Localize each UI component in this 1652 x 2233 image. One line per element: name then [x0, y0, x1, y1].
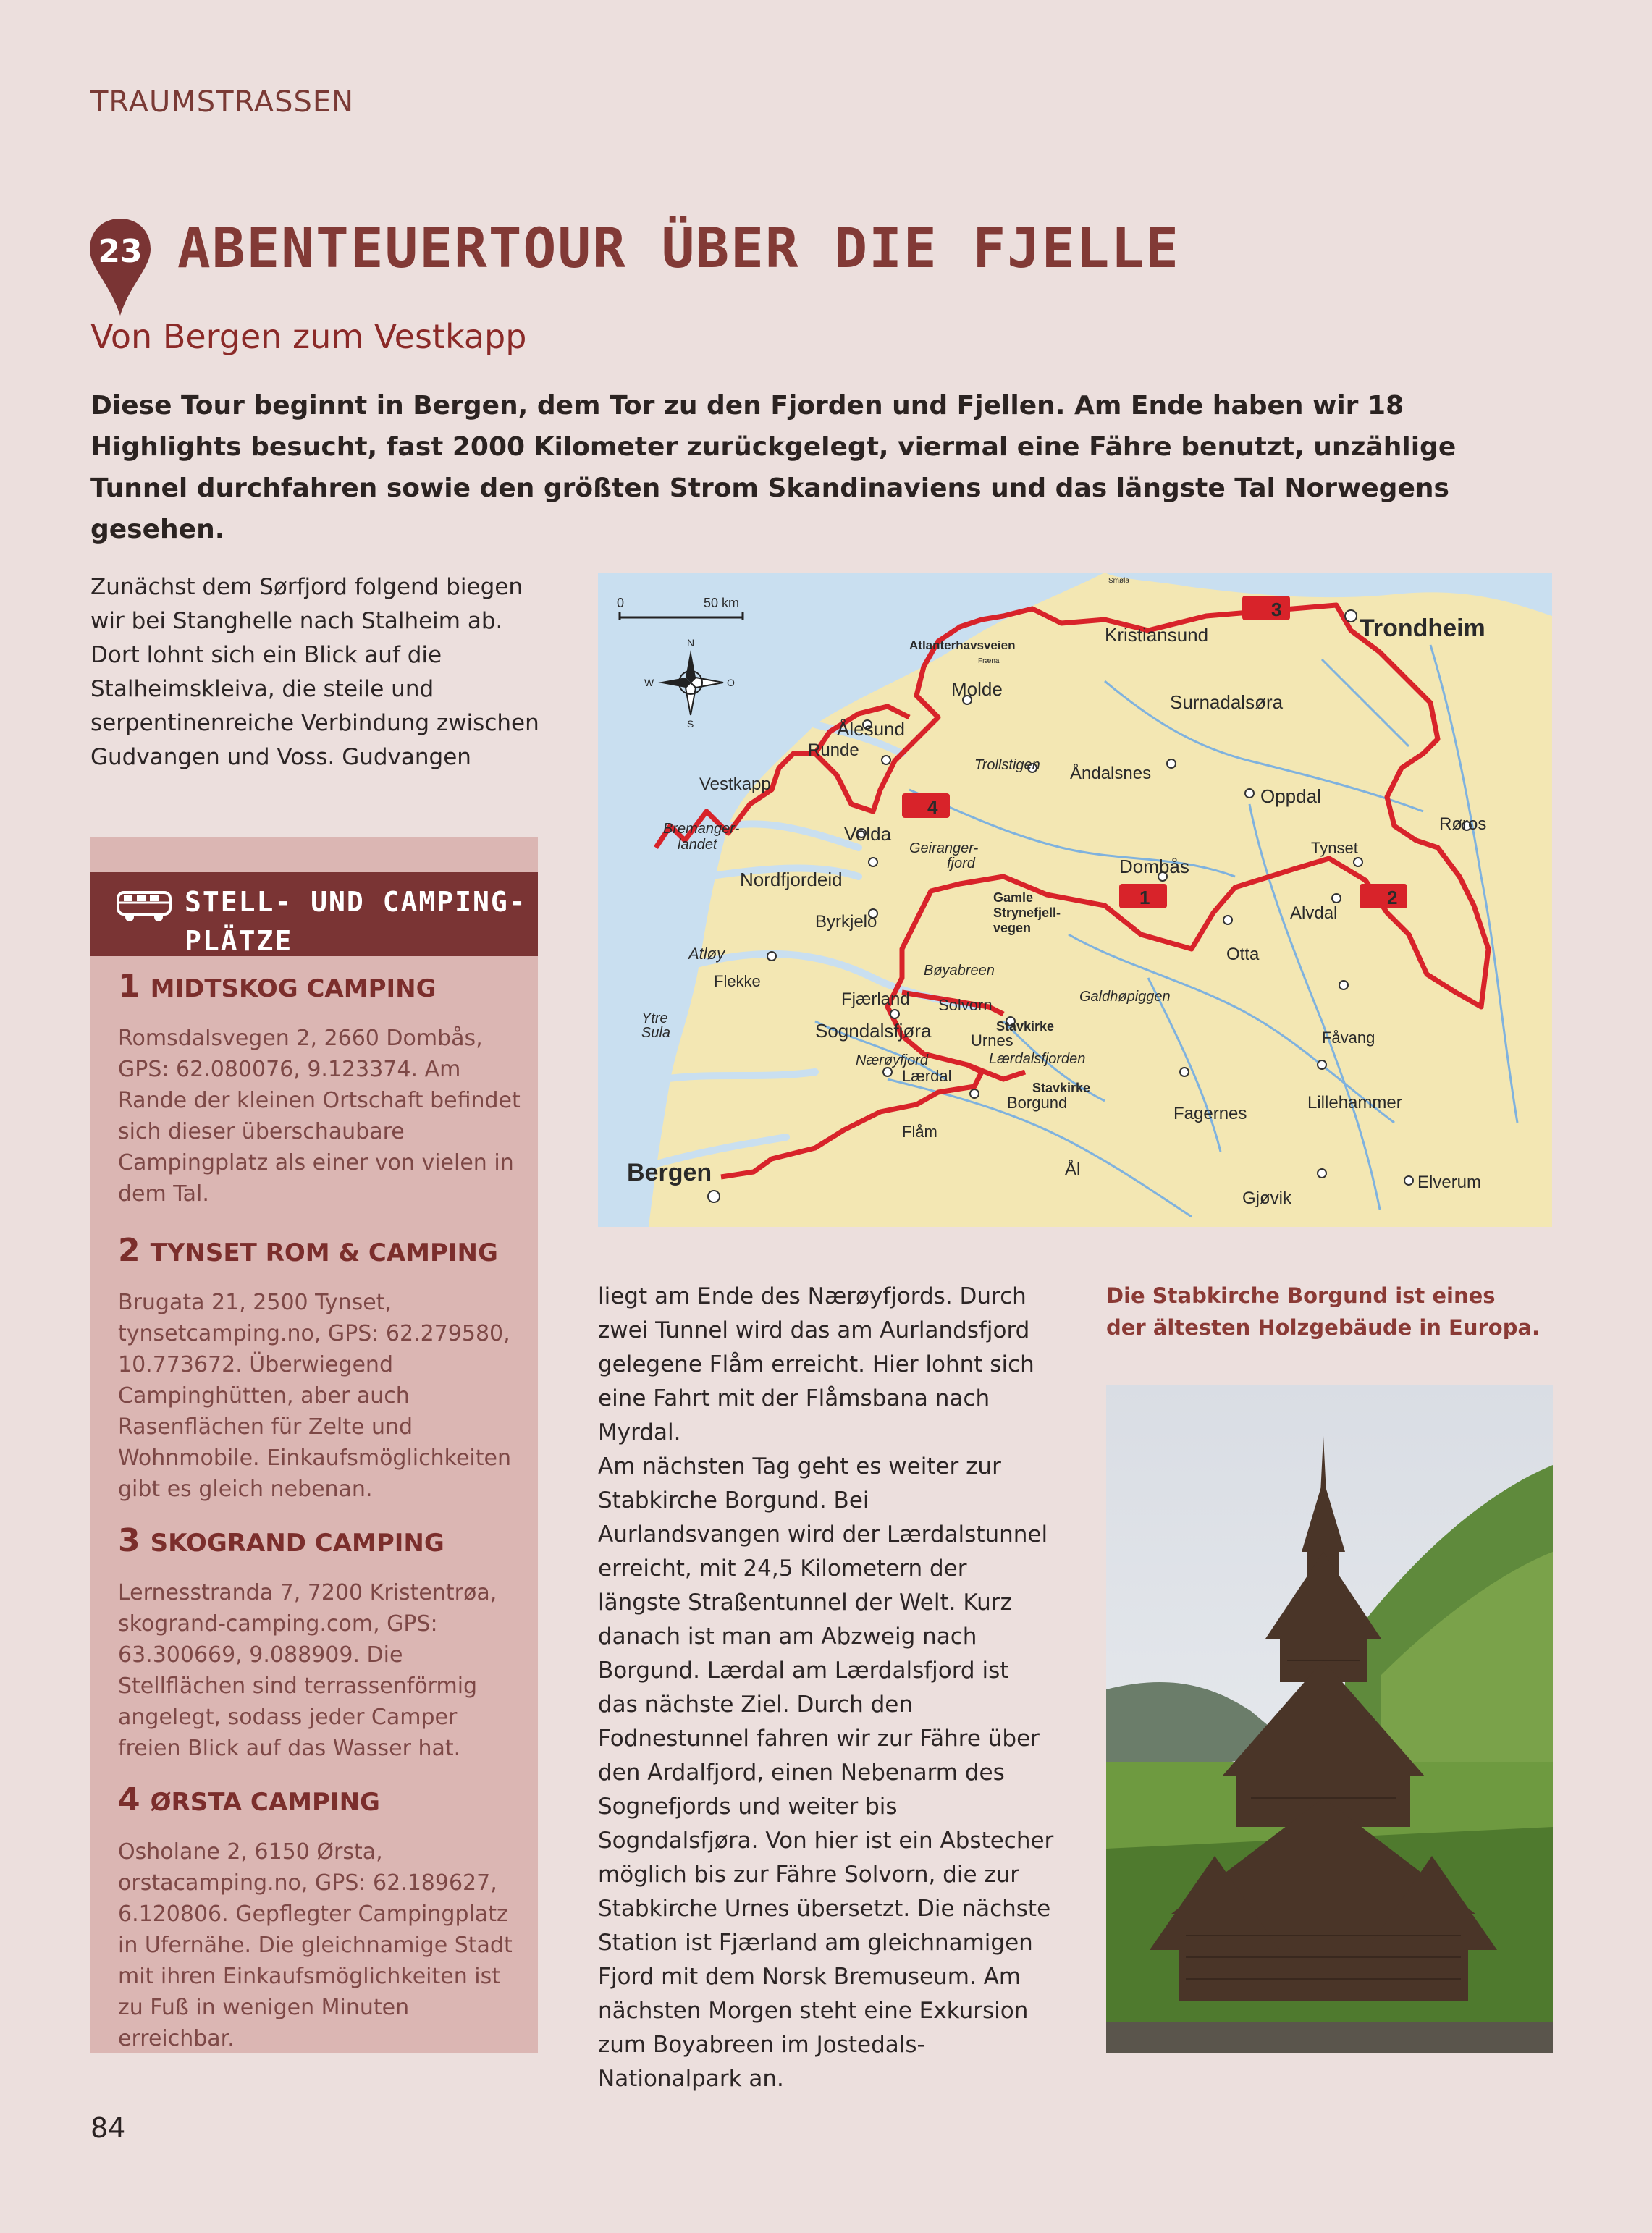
camping-item-3-text: Lernesstranda 7, 7200 Kristentrøa, skogrand-camping.com, GPS: 63.300669, 9.088909. Die Stellflächen sind terrassenförmig angelegt, sodass jeder Camper freien Blick auf das Wasser hat. [118, 1580, 497, 1761]
camping-item-2-text: Brugata 21, 2500 Tynset, tynsetcamping.no, GPS: 62.279580, 10.773672. Überwiegend Campinghütten, aber auch Rasenflächen für Zelte und Wohnmobile. Einkaufsmöglichkeiten gibt es gleich nebenan. [118, 1290, 511, 1502]
camping-item-4-text: Osholane 2, 6150 Ørsta, orstacamping.no, GPS: 62.189627, 6.120806. Gepflegter Campingplatz in Ufernähe. Die gleichnamige Stadt mit ihren Einkaufsmöglichkeiten ist zu Fuß in wenigen Minuten erreichbar. [118, 1839, 513, 2051]
map-label-aalesund: Ålesund [837, 718, 905, 740]
map-label-boyabreen: Bøyabreen [924, 963, 995, 979]
map-label-smola: Smøla [1108, 577, 1129, 585]
camping-box-header [90, 872, 538, 956]
svg-text:N: N [687, 637, 695, 649]
map-label-stryn-3: vegen [993, 921, 1032, 935]
map-label-urnes: Urnes [971, 1031, 1013, 1050]
map-label-lillehammer: Lillehammer [1307, 1093, 1402, 1113]
map-label-trollstigen: Trollstigen [974, 757, 1040, 773]
stave-church-photo [1106, 1385, 1553, 2053]
map-label-laerdal: Lærdal [902, 1067, 952, 1085]
map-label-geiranger-2: fjord [947, 856, 975, 871]
camping-heading-line1: STELL- UND CAMPING- [185, 886, 527, 918]
camping-item-3-name: 3 SKOGRAND CAMPING [118, 1522, 444, 1559]
camping-heading-line2: PLÄTZE [185, 925, 293, 957]
camping-item-1-name: 1 MIDTSKOG CAMPING [118, 968, 437, 1005]
map-label-bremanger-2: landet [678, 837, 717, 853]
map-label-stryn-2: Strynefjell- [993, 906, 1061, 920]
scale-km: 50 km [704, 596, 740, 610]
map-label-flaam: Flåm [902, 1123, 937, 1141]
tour-number: 23 [98, 233, 143, 270]
svg-text:W: W [644, 677, 654, 688]
map-label-bergen: Bergen [627, 1159, 712, 1186]
map-label-bremanger-1: Bremanger- [663, 821, 740, 837]
map-label-geiranger-1: Geiranger- [909, 840, 979, 856]
map-label-dombaas: Dombås [1119, 856, 1189, 877]
camping-item-2-name: 2 TYNSET ROM & CAMPING [118, 1232, 498, 1269]
body-paragraph-1: liegt am Ende des Nærøyfjords. Durch zwei Tunnel wird das am Aurlandsfjord gelegene Flåm erreicht. Hier lohnt sich eine Fahrt mit der Flåmsbana nach Myrdal. [598, 1283, 1034, 1445]
map-label-solvorn: Solvorn [938, 996, 993, 1014]
camp-marker-2 [1360, 884, 1407, 908]
svg-text:S: S [687, 718, 694, 730]
map-label-atlanterhavsveien: Atlanterhavsveien [909, 638, 1016, 652]
map-label-stavkirke-urnes: Stavkirke [996, 1019, 1055, 1034]
map-label-fagernes: Fagernes [1173, 1104, 1247, 1123]
camper-icon [115, 888, 173, 924]
map-label-ytre-2: Sula [641, 1025, 671, 1041]
map-label-byrkjelo: Byrkjelo [815, 912, 877, 932]
map-label-otta: Otta [1226, 945, 1260, 964]
map-label-stavkirke-borgund: Stavkirke [1032, 1081, 1091, 1095]
map-label-vestkapp: Vestkapp [699, 774, 771, 794]
map-label-flekke: Flekke [714, 972, 761, 990]
camping-item-4-name: 4 ØRSTA CAMPING [118, 1781, 380, 1818]
map-label-kristiansund: Kristiansund [1105, 624, 1209, 646]
tour-title: ABENTEUERTOUR ÜBER DIE FJELLE [177, 216, 1180, 280]
map-label-laerdalsfjorden: Lærdalsfjorden [989, 1051, 1086, 1067]
intro-text: Zunächst dem Sørfjord folgend biegen wir bei Stanghelle nach Stalheim ab. Dort lohnt sich ein Blick auf die Stalheimskleiva, die steile und serpentinenreiche Verbindung zwischen Gudvangen und Voss. Gudvangen [90, 574, 539, 770]
body-column-2 [598, 1280, 1054, 2096]
svg-text:2: 2 [1387, 887, 1398, 908]
map-label-tynset: Tynset [1311, 839, 1358, 857]
map-label-oppdal: Oppdal [1260, 785, 1321, 807]
map-label-faavang: Fåvang [1322, 1029, 1375, 1047]
route-map [598, 573, 1552, 1227]
camping-item-1-text: Romsdalsvegen 2, 2660 Dombås, GPS: 62.080076, 9.123374. Am Rande der kleinen Ortschaft befindet sich dieser überschaubare Campingplatz als einer von vielen in dem Tal. [118, 1026, 521, 1207]
camp-marker-3 [1242, 596, 1290, 620]
camping-box [90, 837, 538, 2053]
map-label-aal: Ål [1065, 1160, 1081, 1179]
map-label-surnadalsora: Surnadalsøra [1170, 691, 1284, 713]
photo-caption: Die Stabkirche Borgund ist eines der ältesten Holzgebäude in Europa. [1106, 1283, 1541, 1340]
map-label-stryn-1: Gamle [993, 890, 1034, 905]
svg-text:4: 4 [927, 796, 938, 818]
map-label-elverum: Elverum [1417, 1173, 1482, 1192]
map-label-roros: Røros [1439, 814, 1487, 834]
map-label-naeroyfjord: Nærøyfjord [856, 1052, 929, 1068]
map-label-volda: Volda [844, 823, 892, 845]
map-label-ytre-1: Ytre [641, 1010, 668, 1026]
map-label-borgund: Borgund [1007, 1094, 1068, 1112]
scale-zero: 0 [617, 596, 625, 610]
camp-marker-4 [902, 793, 950, 818]
camp-marker-1 [1119, 884, 1167, 908]
svg-text:3: 3 [1271, 599, 1282, 620]
map-label-fjaerland: Fjærland [841, 989, 910, 1009]
section-label: TRAUMSTRASSEN [90, 85, 355, 119]
map-label-galdhopiggen: Galdhøpiggen [1079, 989, 1171, 1005]
svg-text:O: O [727, 677, 735, 688]
page-number: 84 [90, 2112, 126, 2144]
map-label-sogndalsfjora: Sogndalsfjøra [815, 1020, 932, 1042]
map-label-frana: Fræna [978, 657, 1000, 665]
tour-subtitle: Von Bergen zum Vestkapp [90, 317, 527, 356]
map-label-molde: Molde [951, 678, 1003, 700]
tour-number-badge [87, 217, 153, 318]
lead-paragraph: Diese Tour beginnt in Bergen, dem Tor zu den Fjorden und Fjellen. Am Ende haben wir 18 Highlights besucht, fast 2000 Kilometer zurückgelegt, viermal eine Fähre benutzt, unzählige Tunnel durchfahren sowie den größten Strom Skandinaviens und das längste Tal Norwegens gesehen. [90, 391, 1457, 544]
body-paragraph-2: Am nächsten Tag geht es weiter zur Stabkirche Borgund. Bei Aurlandsvangen wird der Lærdalstunnel erreicht, mit 24,5 Kilometern der längste Straßentunnel der Welt. Kurz danach ist man am Abzweig nach Borgund. Lærdal am Lærdalsfjord ist das nächste Ziel. Durch den Fodnestunnel fahren wir zur Fähre über den Ardalfjord, einen Nebenarm des Sognefjords und weiter bis Sogndalsfjøra. Von hier ist ein Abstecher möglich bis zur Fähre Solvorn, die zur Stabkirche Urnes übersetzt. Die nächste Station ist Fjærland am gleichnamigen Fjord mit dem Norsk Bremuseum. Am nächsten Morgen steht eine Exkursion zum Boyabreen im Jostedals-Nationalpark an. [598, 1453, 1054, 2092]
map-label-gjovik: Gjøvik [1242, 1189, 1291, 1208]
svg-text:1: 1 [1139, 887, 1150, 908]
map-label-nordfjordeid: Nordfjordeid [740, 869, 843, 890]
map-label-alvdal: Alvdal [1290, 903, 1338, 923]
map-label-aandalsnes: Åndalsnes [1070, 764, 1152, 783]
map-label-trondheim: Trondheim [1360, 615, 1485, 642]
map-label-runde: Runde [808, 740, 859, 760]
map-label-atloy: Atløy [688, 945, 725, 963]
